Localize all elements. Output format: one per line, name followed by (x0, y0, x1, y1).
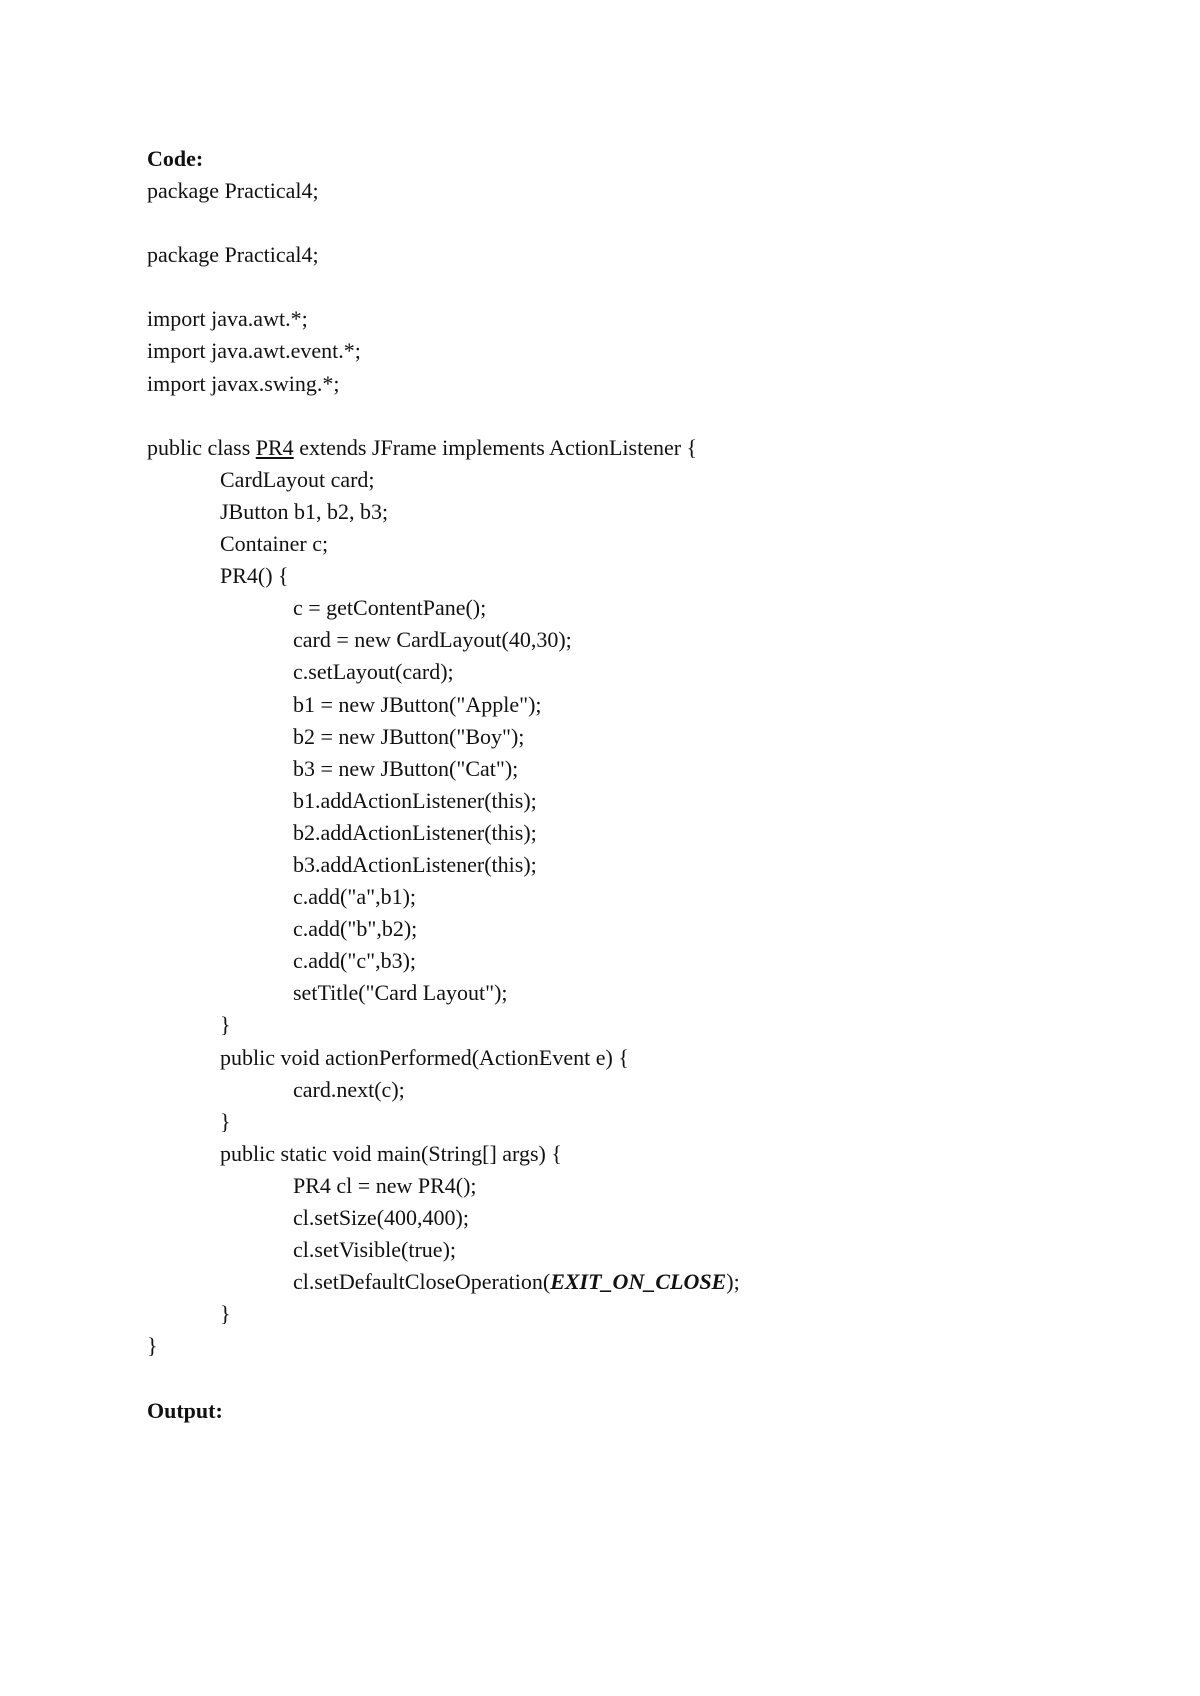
blank-line (147, 207, 1147, 239)
class-name-underlined: PR4 (255, 434, 294, 460)
class-extends-text: extends JFrame implements ActionListener { (293, 434, 698, 460)
code-line: import javax.swing.*; (147, 370, 340, 396)
blank-line (147, 1362, 1147, 1394)
code-heading: Code: (147, 146, 204, 171)
code-line: public static void main(String[] args) { (220, 1140, 562, 1166)
exit-on-close-constant: EXIT_ON_CLOSE (550, 1269, 727, 1295)
code-line: CardLayout card; (220, 466, 375, 492)
code-line: import java.awt.event.*; (147, 338, 361, 364)
code-line: c.add("a",b1); (293, 884, 417, 910)
code-line: b3.addActionListener(this); (293, 851, 537, 877)
code-line: b2.addActionListener(this); (293, 819, 537, 845)
code-line: } (220, 1301, 231, 1327)
code-line: b1 = new JButton("Apple"); (293, 691, 542, 717)
code-line: c.setLayout(card); (293, 659, 454, 685)
class-keyword-text: public class (147, 434, 256, 460)
code-line: package Practical4; (147, 178, 319, 203)
code-line: card.next(c); (293, 1076, 405, 1102)
code-line: b1.addActionListener(this); (293, 787, 537, 813)
code-line: cl.setVisible(true); (293, 1237, 457, 1263)
close-operation-call-text: cl.setDefaultCloseOperation( (293, 1269, 551, 1295)
code-line-class-declaration (147, 432, 1147, 464)
code-line: PR4 cl = new PR4(); (293, 1172, 477, 1198)
code-line: c = getContentPane(); (293, 595, 487, 621)
code-line: package Practical4; (147, 242, 319, 268)
code-line: b3 = new JButton("Cat"); (293, 755, 519, 781)
code-line: cl.setSize(400,400); (293, 1205, 469, 1230)
code-line: PR4() { (220, 563, 289, 589)
close-operation-end-text: ); (726, 1269, 740, 1295)
code-line: card = new CardLayout(40,30); (293, 627, 572, 653)
output-heading: Output: (147, 1397, 223, 1423)
code-line: import java.awt.*; (147, 306, 308, 332)
code-line: } (147, 1333, 158, 1359)
code-block (147, 175, 1147, 1362)
code-line: } (220, 1012, 231, 1038)
document-content (147, 143, 1147, 1427)
code-line: public void actionPerformed(ActionEvent e) { (220, 1044, 629, 1070)
code-line: Container c; (220, 531, 329, 557)
blank-line (147, 271, 1147, 303)
code-line: c.add("b",b2); (293, 916, 418, 942)
code-line-close-operation (147, 1266, 1147, 1298)
code-line: } (220, 1108, 231, 1134)
code-line: b2 = new JButton("Boy"); (293, 723, 525, 749)
blank-line (147, 400, 1147, 432)
code-line: JButton b1, b2, b3; (220, 498, 389, 524)
code-line: c.add("c",b3); (293, 948, 417, 974)
code-line: setTitle("Card Layout"); (293, 980, 508, 1006)
